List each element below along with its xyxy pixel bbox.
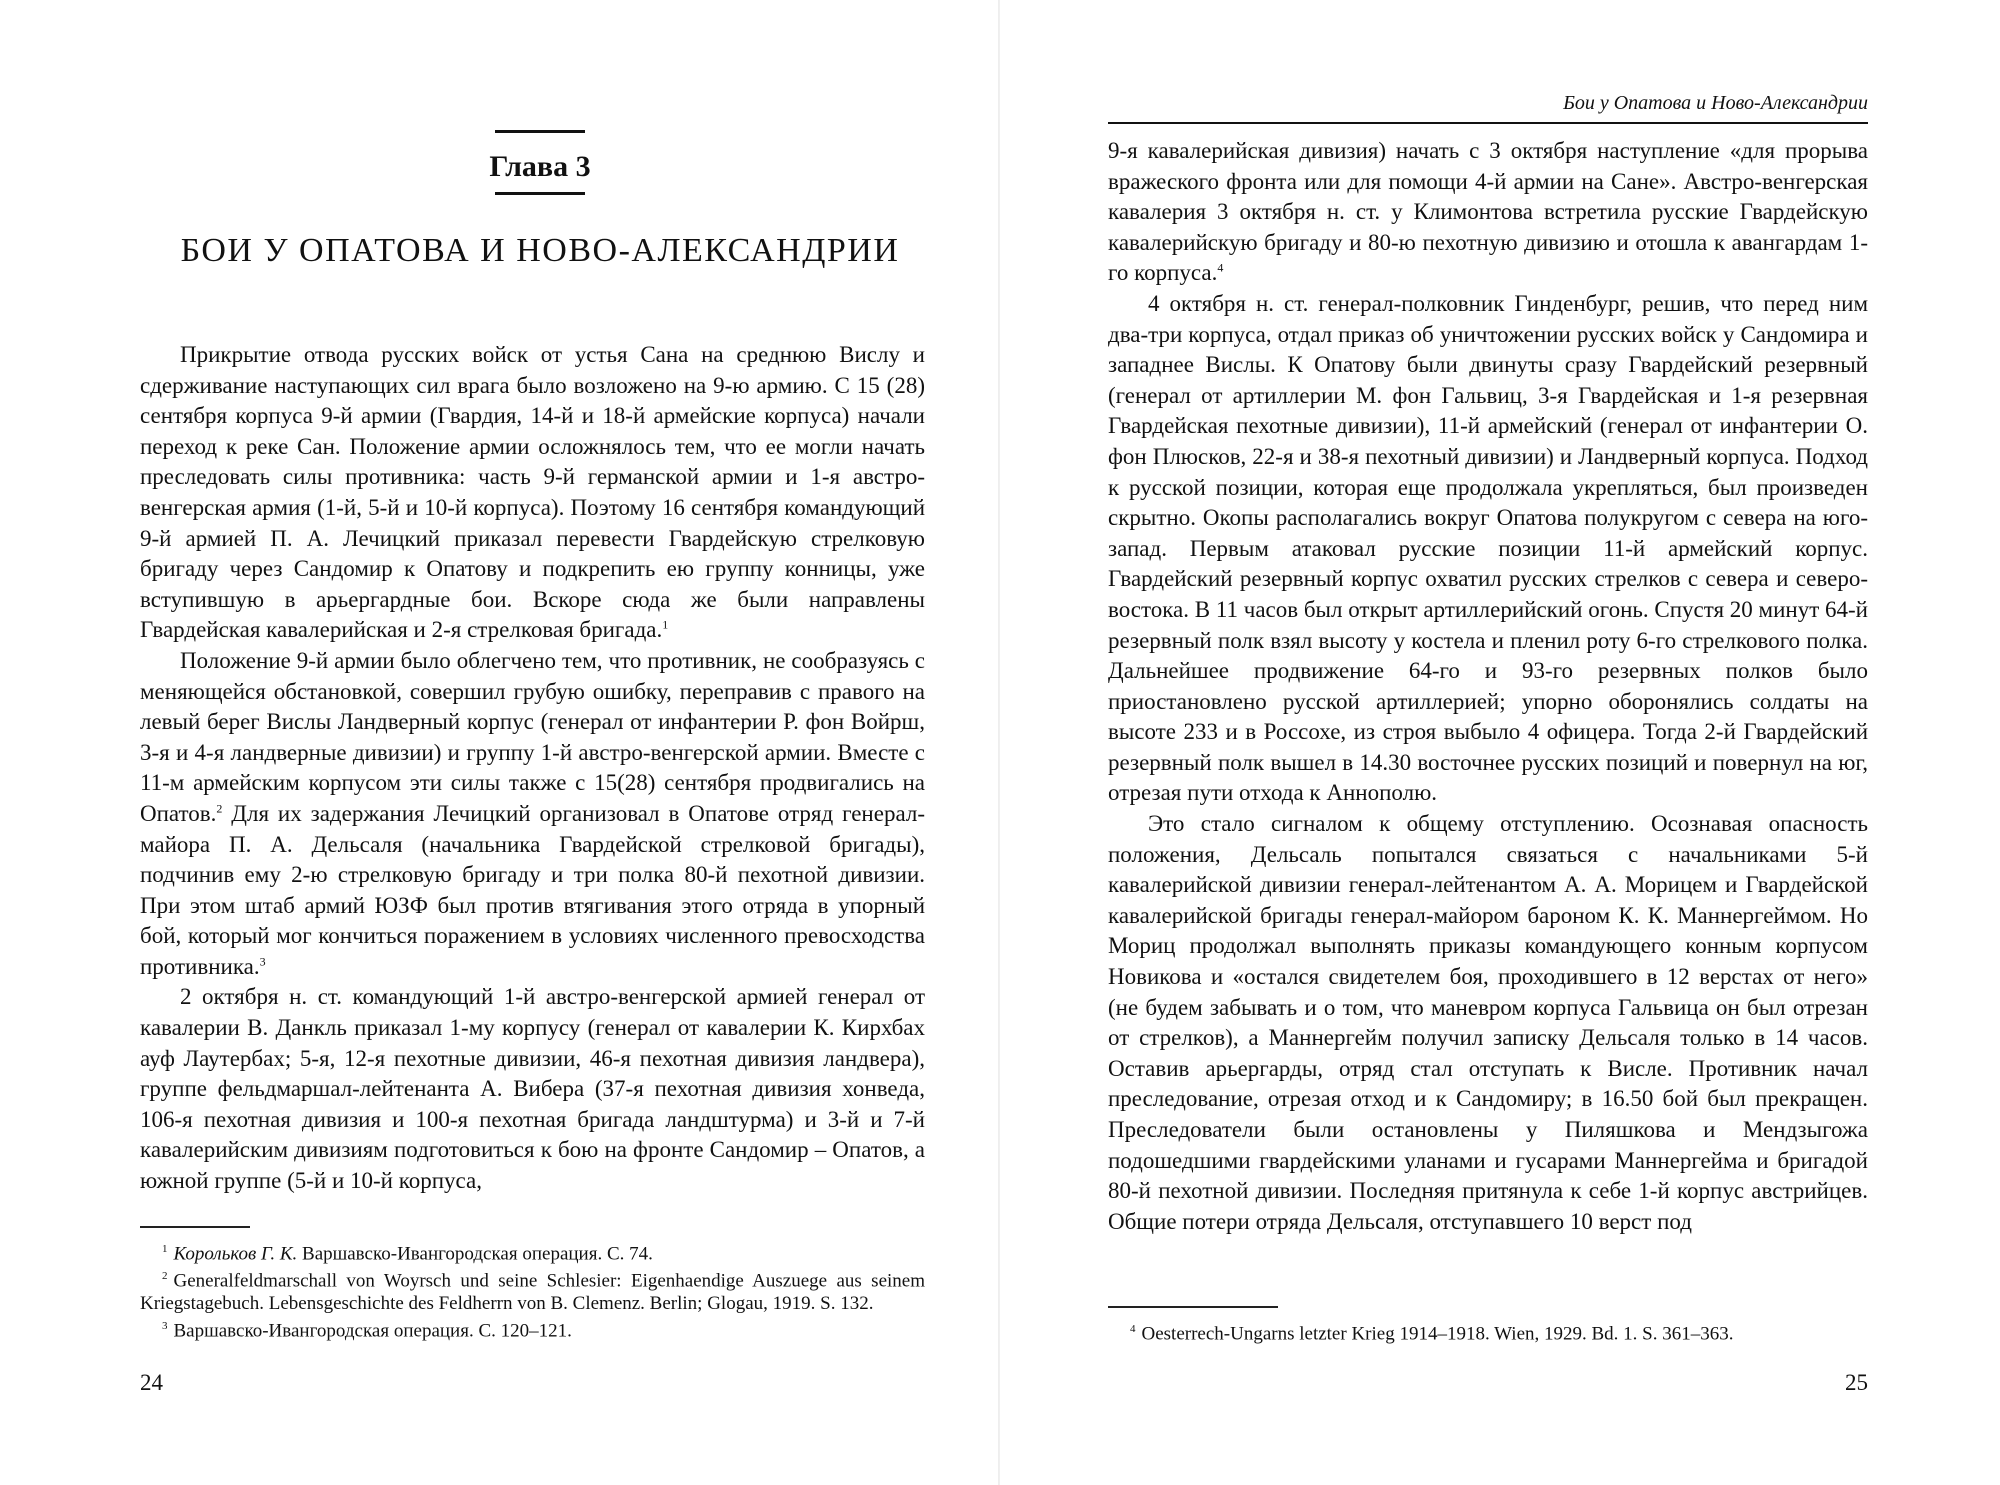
footnote: $^1$ Корольков Г. К. Варшавско-Ивангородская операция. С. 74. bbox=[162, 1243, 653, 1265]
paragraph: Это стало сигналом к общему отступлению. Осознавая опасность положения, Дельсаль попытался связаться с начальниками 5-й кавалерийской дивизии генерал-лейтенантом А. А. Морицем и Гвардейской кавалерийской бригады генерал-майором бароном К. К. Маннергеймом. Но Мориц продолжал выполнять приказы командующего конным корпусом Новикова и «остался свидетелем боя, проходившего в 12 верстах от него» (не будем забывать и о том, что маневром корпуса Гальвица он был отрезан от стрелков), а Маннергейм получил записку Дельсаля только в 14 часов. Оставив арьергарды, отряд стал отступать к Висле. Противник начал преследование, отрезая отход и к Сандомиру; в 16.50 бой был прекращен. Преследователи были остановлены у Пиляшкова и Мендзыгожа подошедшими гвардейскими уланами и гусарами Маннергейма и бригадой 80-й пехотной дивизии. Последняя притянула к себе 1-й корпус австрийцев. Общие потери отряда Дельсаля, отступавшего 10 верст под bbox=[1108, 811, 1868, 1234]
footnote-ref: 4 bbox=[1217, 260, 1224, 275]
footnote: $^2$ Generalfeldmarschall von Woyrsch und seine Schlesier: Eigenhaendige Auszuege aus seinem Kriegstagebuch. Lebensgeschichte des Feldherrn von B. Clemenz. Berlin; Glogau, 1919. S. 132. bbox=[140, 1270, 925, 1314]
header-rule bbox=[1108, 122, 1868, 124]
right-footnotes bbox=[1108, 1318, 1868, 1345]
footnote-ref: 2 bbox=[216, 801, 223, 816]
footnote-ref: 1 bbox=[662, 617, 669, 632]
chapter-label: Глава 3 bbox=[489, 150, 591, 183]
paragraph: Прикрытие отвода русских войск от устья Сана на среднюю Вислу и сдерживание наступающих сил врага было возложено на 9-ю армию. С 15 (28) сентября корпуса 9-й армии (Гвардия, 14-й и 18-й армейские корпуса) начали переход к реке Сан. Положение армии осложнялось тем, что ее могли начать преследовать силы противника: часть 9-й германской армии и 1-я австро-венгерская армия (1-й, 5-й и 10-й корпуса). Поэтому 16 сентября командующий 9-й армией П. А. Лечицкий приказал перевести Гвардейскую стрелковую бригаду через Сандомир к Опатову и подкрепить ею группу конницы, уже вступившую в арьергардные бои. Вскоре сюда же были направлены Гвардейская кавалерийская и 2-я стрелковая бригада.$^1$ bbox=[140, 342, 925, 643]
page-number: 25 bbox=[1845, 1370, 1868, 1395]
left-body-text bbox=[140, 340, 925, 1197]
right-body-text bbox=[1108, 136, 1868, 1237]
chapter-rule-top bbox=[495, 130, 585, 133]
chapter-rule-bottom bbox=[495, 192, 585, 195]
paragraph: 9-я кавалерийская дивизия) начать с 3 октября наступление «для прорыва вражеского фронта или для помощи 4-й армии на Сане». Австро-венгерская кавалерия 3 октября н. ст. у Климонтова встретила русские Гвардейскую кавалерийскую бригаду и 80-ю пехотную дивизию и отошла к авангардам 1-го корпуса.$^4$ bbox=[1108, 138, 1868, 286]
footnote-ref: 3 bbox=[259, 954, 266, 969]
paragraph: 2 октября н. ст. командующий 1-й австро-венгерской армией генерал от кавалерии В. Данкль приказал 1-му корпусу (генерал от кавалерии К. Кирхбах ауф Лаутербах; 5-я, 12-я пехотные дивизии, 46-я пехотная дивизия ландвера), группе фельдмаршал-лейтенанта А. Вибера (37-я пехотная дивизия хонведа, 106-я пехотная дивизия и 100-я пехотная бригада ландштурма) и 3-й и 7-й кавалерийским дивизиям подготовиться к бою на фронте Сандомир – Опатов, а южной группе (5-й и 10-й корпуса, bbox=[140, 984, 925, 1194]
paragraph: Положение 9-й армии было облегчено тем, что противник, не сообразуясь с меняющейся обстановкой, совершил грубую ошибку, переправив с правого на левый берег Вислы Ландверный корпус (генерал от инфантерии Р. фон Войрш, 3-я и 4-я ландверные дивизии) и группу 1-й австро-венгерской армии. Вместе с 11-м армейским корпусом эти силы также с 15(28) сентября продвигались на Опатов.$^2$ Для их задержания Лечицкий организовал в Опатове отряд генерал-майора П. А. Дельсаля (начальника Гвардейской стрелковой бригады), подчинив ему 2-ю стрелковую бригаду и три полка 80-й пехотной дивизии. При этом штаб армий ЮЗФ был против втягивания этого отряда в упорный бой, который мог кончиться поражением в условиях численного превосходства противника.$^3$ bbox=[140, 647, 925, 979]
right-page bbox=[1000, 0, 2000, 1485]
footnote-rule bbox=[1108, 1306, 1278, 1308]
left-footnotes bbox=[140, 1238, 925, 1342]
paragraph: 4 октября н. ст. генерал-полковник Гинденбург, решив, что перед ним два-три корпуса, отдал приказ об уничтожении русских войск у Сандомира и западнее Вислы. К Опатову были двинуты сразу Гвардейский резервный (генерал от артиллерии М. фон Гальвиц, 3-я Гвардейская и 1-я резервная Гвардейская пехотные дивизии), 11-й армейский (генерал от инфантерии О. фон Плюсков, 22-я и 38-я пехотный дивизии) и Ландверный корпуса. Подход к русской позиции, которая еще продолжала укрепляться, был произведен скрытно. Окопы располагались вокруг Опатова полукругом с севера на юго-запад. Первым атаковал русские позиции 11-й армейский корпус. Гвардейский резервный корпус охватил русских стрелков с севера и северо-востока. В 11 часов был открыт артиллерийский огонь. Спустя 20 минут 64-й резервный полк взял высоту у костела и пленил роту 6-го стрелкового полка. Дальнейшее продвижение 64-го и 93-го резервных полков было приостановлено русской артиллерией; упорно оборонялись солдаты на высоте 233 и в Россохе, из строя выбыло 4 офицера. Тогда 2-й Гвардейский резервный полк вышел в 14.30 восточнее русских позиций и повернул на юг, отрезая пути отхода к Аннополю. bbox=[1108, 290, 1868, 806]
running-header: Бои у Опатова и Ново-Александрии bbox=[1563, 92, 1868, 114]
footnote: $^3$ Варшавско-Ивангородская операция. С. 120–121. bbox=[162, 1319, 572, 1341]
chapter-title: БОИ У ОПАТОВА И НОВО-АЛЕКСАНДРИИ bbox=[180, 232, 900, 269]
page-number: 24 bbox=[140, 1370, 163, 1395]
footnote: $^4$ Oesterrech-Ungarns letzter Krieg 1914–1918. Wien, 1929. Bd. 1. S. 361–363. bbox=[1130, 1323, 1734, 1345]
footnote-rule bbox=[140, 1226, 250, 1228]
